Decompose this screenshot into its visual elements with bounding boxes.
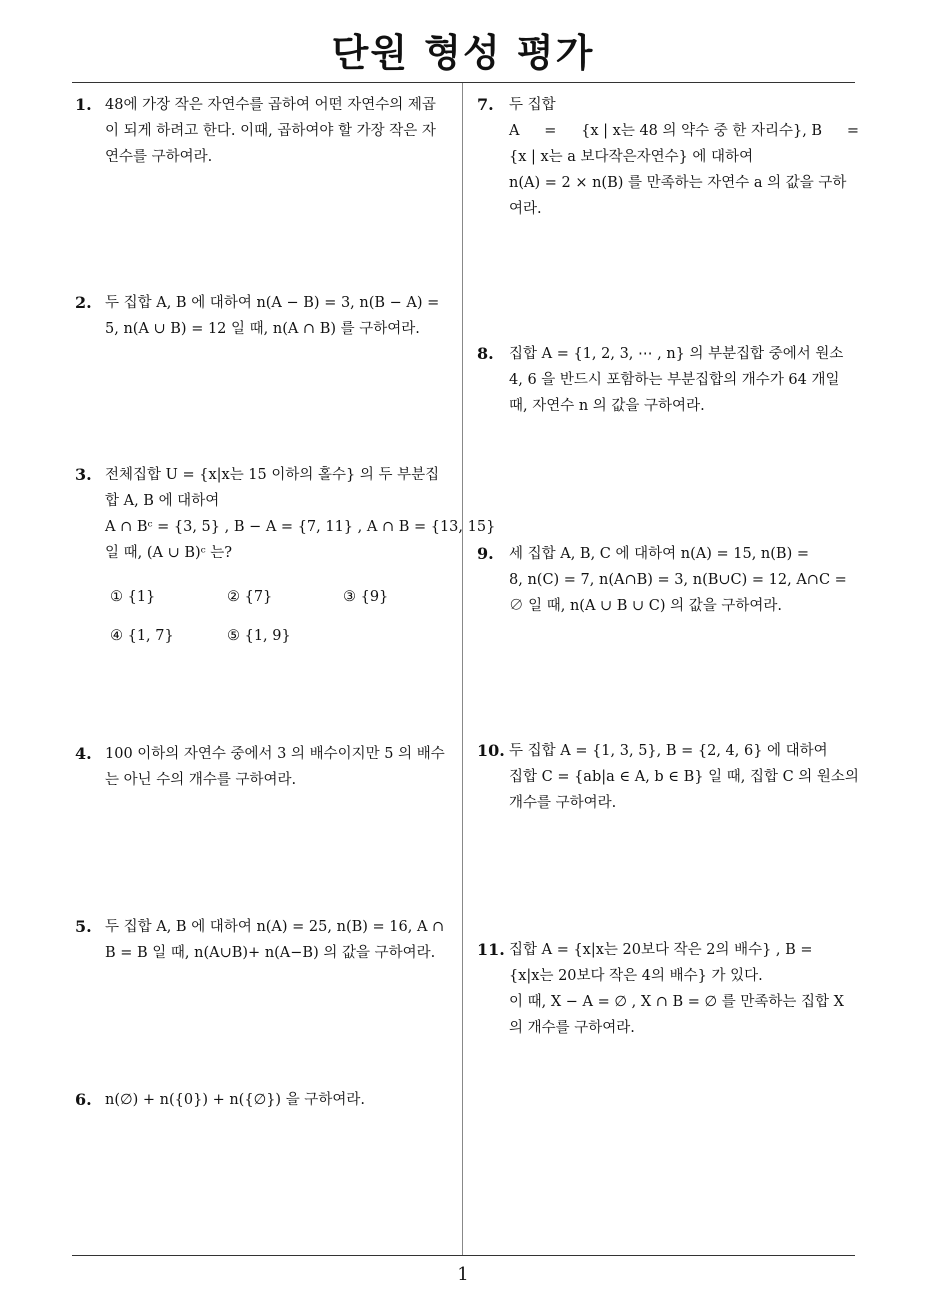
problem-line: 의 개수를 구하여라. (509, 1020, 635, 1036)
problem-line: 일 때, (A ∪ B)ᶜ 는? (105, 545, 233, 561)
problem-line: 연수를 구하여라. (105, 149, 213, 165)
problem-line: {x | x는 a 보다작은자연수} 에 대하여 (509, 149, 754, 165)
problem-text (105, 1087, 458, 1113)
answer-choice-3[interactable]: ③ {9} (343, 589, 389, 605)
problem-line: ∅ 일 때, n(A ∪ B ∪ C) 의 값을 구하여라. (509, 598, 783, 614)
problem-text (509, 541, 859, 619)
problem-line: 두 집합 A = {1, 3, 5}, B = {2, 4, 6} 에 대하여 (509, 743, 828, 759)
problem-line: B = B 일 때, n(A∪B)+ n(A−B) 의 값을 구하여라. (105, 945, 436, 961)
problem-line: 두 집합 (509, 97, 556, 113)
problem-line: 세 집합 A, B, C 에 대하여 n(A) = 15, n(B) = (509, 546, 809, 562)
top-rule (72, 82, 855, 83)
answer-choices (105, 574, 458, 654)
column-divider (462, 83, 463, 1255)
problem-line: 전체집합 U = {x|x는 15 이하의 홀수} 의 두 부분집 (105, 467, 440, 483)
problem-line: 두 집합 A, B 에 대하여 n(A − B) = 3, n(B − A) = (105, 295, 440, 311)
problem-text (509, 92, 859, 222)
problem-number: 1. (75, 95, 92, 114)
answer-choice-1[interactable]: ① {1} (110, 589, 156, 605)
problem-number: 3. (75, 465, 92, 484)
problem-line: 이 되게 하려고 한다. 이때, 곱하여야 할 가장 작은 자 (105, 123, 436, 139)
problem-line: 두 집합 A, B 에 대하여 n(A) = 25, n(B) = 16, A ∩ (105, 919, 445, 935)
problem-number: 5. (75, 917, 92, 936)
problem-line: 집합 C = {ab|a ∈ A, b ∈ B} 일 때, 집합 C 의 원소의 (509, 769, 859, 785)
problem-number: 10. (477, 741, 505, 760)
problem-text (509, 341, 859, 419)
problem-line: 는 아닌 수의 개수를 구하여라. (105, 772, 297, 788)
problem-number: 6. (75, 1090, 92, 1109)
problem-number: 9. (477, 544, 494, 563)
problem-text (509, 738, 859, 816)
problem-line: 집합 A = {1, 2, 3, ⋯ , n} 의 부분집합 중에서 원소 (509, 346, 844, 362)
problem-line: 5, n(A ∪ B) = 12 일 때, n(A ∩ B) 를 구하여라. (105, 321, 420, 337)
problem-line: 8, n(C) = 7, n(A∩B) = 3, n(B∪C) = 12, A∩C = (509, 572, 847, 588)
problem-line: A ∩ Bᶜ = {3, 5} , B − A = {7, 11} , A ∩ B = {13, 15} (105, 519, 496, 535)
problem-line: 집합 A = {x|x는 20보다 작은 2의 배수} , B = (509, 942, 813, 958)
answer-choice-5[interactable]: ⑤ {1, 9} (227, 628, 291, 644)
problem-line: 이 때, X − A = ∅ , X ∩ B = ∅ 를 만족하는 집합 X (509, 994, 844, 1010)
page-number: 1 (457, 1264, 469, 1285)
problem-number: 8. (477, 344, 494, 363)
problem-line: A = {x | x는 48 의 약수 중 한 자리수}, B = (509, 123, 859, 139)
problem-text (105, 741, 458, 793)
problem-line: 개수를 구하여라. (509, 795, 617, 811)
answer-choice-4[interactable]: ④ {1, 7} (110, 628, 174, 644)
problem-number: 4. (75, 744, 92, 763)
problem-line: 4, 6 을 반드시 포함하는 부분집합의 개수가 64 개일 (509, 372, 840, 388)
problem-line: 때, 자연수 n 의 값을 구하여라. (509, 398, 705, 414)
problem-line: 100 이하의 자연수 중에서 3 의 배수이지만 5 의 배수 (105, 746, 445, 762)
problem-line: n(∅) + n({0}) + n({∅}) 을 구하여라. (105, 1092, 365, 1108)
problem-line: 여라. (509, 201, 542, 217)
problem-number: 11. (477, 940, 505, 959)
problem-number: 2. (75, 293, 92, 312)
problem-text (105, 462, 496, 654)
answer-choice-2[interactable]: ② {7} (227, 589, 273, 605)
problem-line: {x|x는 20보다 작은 4의 배수} 가 있다. (509, 968, 763, 984)
problem-text (105, 92, 458, 170)
problem-line: 48에 가장 작은 자연수를 곱하여 어떤 자연수의 제곱 (105, 97, 436, 113)
problem-number: 7. (477, 95, 494, 114)
problem-text (509, 937, 859, 1041)
page-title: 단원 형성 평가 (331, 31, 595, 75)
problem-line: 합 A, B 에 대하여 (105, 493, 220, 509)
bottom-rule (72, 1255, 855, 1256)
problem-text (105, 290, 458, 342)
problem-text (105, 914, 458, 966)
problem-line: n(A) = 2 × n(B) 를 만족하는 자연수 a 의 값을 구하 (509, 175, 847, 191)
